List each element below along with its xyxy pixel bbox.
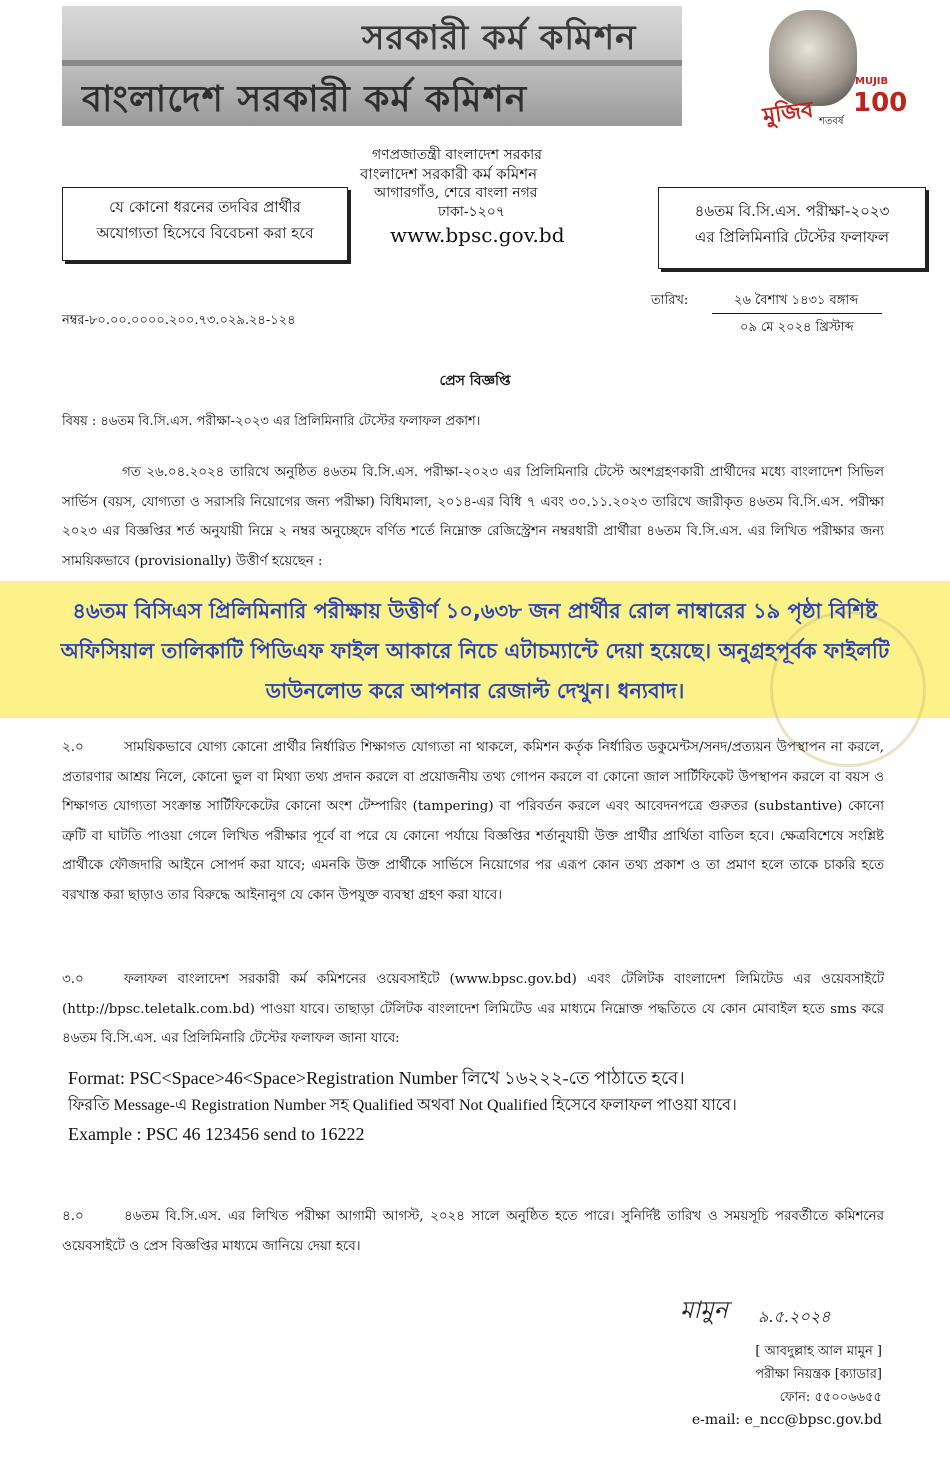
paragraph-4 <box>62 1202 884 1261</box>
sms-format: Format: PSC<Space>46<Space>Registration Number লিখে ১৬২২২-তে পাঠাতে হবে। <box>68 1068 685 1088</box>
paragraph-4-text: ৪৬তম বি.সি.এস. এর লিখিত পরীক্ষা আগামী আগস্ট, ২০২৪ সালে অনুষ্ঠিত হতে পারে। সুনির্দিষ্ট তারিখ ও সময়সূচি পরবর্তীতে কমিশনের ওয়েবসাইটে ও প্রেস বিজ্ঞপ্তির মাধ্যমে জানিয়ে দেয়া হবে। <box>62 1209 884 1254</box>
highlight-text: ৪৬তম বিসিএস প্রিলিমিনারি পরীক্ষায় উত্তীর্ণ ১০,৬৩৮ জন প্রার্থীর রোল নাম্বারের ১৯ পৃষ্ঠা বিশিষ্ট অফিসিয়াল তালিকাটি পিডিএফ ফাইল আকারে নিচে এটাচম্যান্টে দেয়া হয়েছে। অনুগ্রহপূর্বক ফাইলটি ডাউনলোড করে আপনার রেজাল্ট দেখুন। ধন্যবাদ। <box>60 599 890 703</box>
date-english: ০৯ মে ২০২৪ খ্রিস্টাব্দ <box>740 320 854 335</box>
mujib-100-logo <box>755 4 908 134</box>
banner-text-top: সরকারী কর্ম কমিশন <box>362 18 637 58</box>
press-release-title: প্রেস বিজ্ঞপ্তি <box>439 373 511 389</box>
sms-example: Example : PSC 46 123456 send to 16222 <box>68 1124 365 1144</box>
signature-date: ৯.৫.২০২৪ <box>758 1307 831 1326</box>
sms-reply: ফিরতি Message-এ Registration Number সহ Qualified অথবা Not Qualified হিসেবে ফলাফল পাওয়া যাবে। <box>68 1097 737 1114</box>
logo-subtitle: শতবর্ষ <box>819 116 844 127</box>
signatory-block <box>600 1340 882 1432</box>
logo-word: মুজিব <box>761 97 815 130</box>
signature <box>680 1288 870 1338</box>
paragraph-3 <box>62 965 884 1054</box>
logo-mujib-label: MUJIB <box>855 76 889 87</box>
signatory-name: [ আবদুল্লাহ আল মামুন ] <box>755 1344 882 1359</box>
subject-line: বিষয় : ৪৬তম বি.সি.এস. পরীক্ষা-২০২৩ এর প্রিলিমিনারি টেস্টের ফলাফল প্রকাশ। <box>62 414 481 429</box>
logo-100-label: 100 <box>853 88 908 118</box>
signatory-email[interactable]: e-mail: e_ncc@bpsc.gov.bd <box>691 1412 882 1428</box>
exam-result-box <box>658 187 926 269</box>
warning-line1: যে কোনো ধরনের তদবির প্রার্থীর <box>109 198 301 216</box>
paragraph-3-number: ৩.০ <box>62 972 84 987</box>
date-bangla: ২৬ বৈশাখ ১৪৩১ বঙ্গাব্দ <box>734 293 859 308</box>
exam-line1: ৪৬তম বি.সি.এস. পরীক্ষা-২০২৩ <box>694 202 890 220</box>
sms-format-block <box>68 1064 868 1148</box>
org-name: বাংলাদেশ সরকারী কর্ম কমিশন <box>360 165 538 183</box>
date-divider <box>712 313 882 314</box>
result-highlight-banner <box>0 581 950 718</box>
address-line2: ঢাকা-১২০৭ <box>438 204 505 220</box>
gov-name: গণপ্রজাতন্ত্রী বাংলাদেশ সরকার <box>372 147 542 163</box>
date-label: তারিখ: <box>651 293 689 308</box>
warning-line2: অযোগ্যতা হিসেবে বিবেচনা করা হবে <box>96 224 314 242</box>
paragraph-2-number: ২.০ <box>62 740 84 755</box>
letterhead <box>360 146 600 245</box>
exam-line2: এর প্রিলিমিনারি টেস্টের ফলাফল <box>694 228 890 246</box>
lobbying-warning-box <box>62 187 348 261</box>
paragraph-3-text: ফলাফল বাংলাদেশ সরকারী কর্ম কমিশনের ওয়েবসাইটে (www.bpsc.gov.bd) এবং টেলিটক বাংলাদেশ লিমিটেড এর ওয়েবসাইটে (http://bpsc.teletalk.com.bd) পাওয়া যাবে। তাছাড়া টেলিটক বাংলাদেশ লিমিটেড এর মাধ্যমে নিম্নোক্ত পদ্ধতিতে যে কোন মোবাইল হতে sms করে ৪৬তম বি.সি.এস. এর প্রিলিমিনারি টেস্টের ফলাফল জানা যাবে: <box>62 972 884 1046</box>
commission-building-banner <box>62 6 682 126</box>
paragraph-2-text: সাময়িকভাবে যোগ্য কোনো প্রার্থীর নির্ধারিত শিক্ষাগত যোগ্যতা না থাকলে, কমিশন কর্তৃক নির্ধারিত ডকুমেন্টস/সনদ/প্রত্যয়ন উপস্থাপন না করলে, প্রতারণার আশ্রয় নিলে, কোনো ভুল বা মিথ্যা তথ্য প্রদান করলে বা প্রয়োজনীয় তথ্য গোপন করলে বা কোনো জাল সার্টিফিকেট উপস্থাপন করলে বা বয়স ও শিক্ষাগত যোগ্যতা সংক্রান্ত সার্টিফিকেটের কোনো অংশ টেম্পারিং (tampering) বা পরিবর্তন করলে এবং আবেদনপত্রে গুরুতর (substantive) কোনো ত্রুটি বা ঘাটতি পাওয়া গেলে লিখিত পরীক্ষার পূর্বে বা পরে যে কোনো পর্যায়ে বিজ্ঞপ্তির শর্তানুযায়ী উক্ত প্রার্থীর প্রার্থিতা বাতিল হবে। ক্ষেত্রবিশেষে সংশ্লিষ্ট প্রার্থীকে ফৌজদারি আইনে সোপর্দ করা যাবে; এমনকি উক্ত প্রার্থীকে সার্ভিসে নিয়োগের পর এরূপ কোন তথ্য প্রকাশ ও তা প্রমাণ হলে তাকে চাকরি হতে বরখাস্ত করা ছাড়াও তার বিরুদ্ধে আইনানুগ যে কোন উপযুক্ত ব্যবস্থা গ্রহণ করা যাবে। <box>62 740 884 903</box>
banner-text-bottom: বাংলাদেশ সরকারী কর্ম কমিশন <box>82 79 528 120</box>
signature-scribble: মামুন <box>680 1296 728 1324</box>
address-line1: আগারগাঁও, শেরে বাংলা নগর <box>374 185 538 201</box>
portrait-illustration <box>769 10 857 106</box>
paragraph-4-number: ৪.০ <box>62 1209 84 1224</box>
paragraph-2 <box>62 733 884 910</box>
website-link[interactable]: www.bpsc.gov.bd <box>390 223 565 247</box>
paragraph-1: গত ২৬.০৪.২০২৪ তারিখে অনুষ্ঠিত ৪৬তম বি.সি.এস. পরীক্ষা-২০২৩ এর প্রিলিমিনারি টেস্টে অংশগ্রহণকারী প্রার্থীদের মধ্যে বাংলাদেশ সিভিল সার্ভিস (বয়স, যোগ্যতা ও সরাসরি নিয়োগের জন্য পরীক্ষা) বিধিমালা, ২০১৪-এর বিধি ৭ এবং ৩০.১১.২০২৩ তারিখে জারীকৃত ৪৬তম বি.সি.এস. পরীক্ষা ২০২৩ এর বিজ্ঞপ্তির শর্ত অনুযায়ী নিম্নে ২ নম্বর অনুচ্ছেদে বর্ণিত শর্তে নিম্নোক্ত রেজিস্ট্রেশন নম্বরধারী প্রার্থীরা ৪৬তম বি.সি.এস. এর লিখিত পরীক্ষার জন্য সাময়িকভাবে (provisionally) উত্তীর্ণ হয়েছেন : <box>62 465 884 569</box>
signatory-designation: পরীক্ষা নিয়ন্ত্রক [ক্যাডার] <box>755 1367 882 1382</box>
signatory-phone: ফোন: ৫৫০০৬৬৫৫ <box>779 1390 882 1405</box>
memo-number: নম্বর-৮০.০০.০০০০.২০০.৭৩.০২৯.২৪-১২৪ <box>62 313 296 328</box>
